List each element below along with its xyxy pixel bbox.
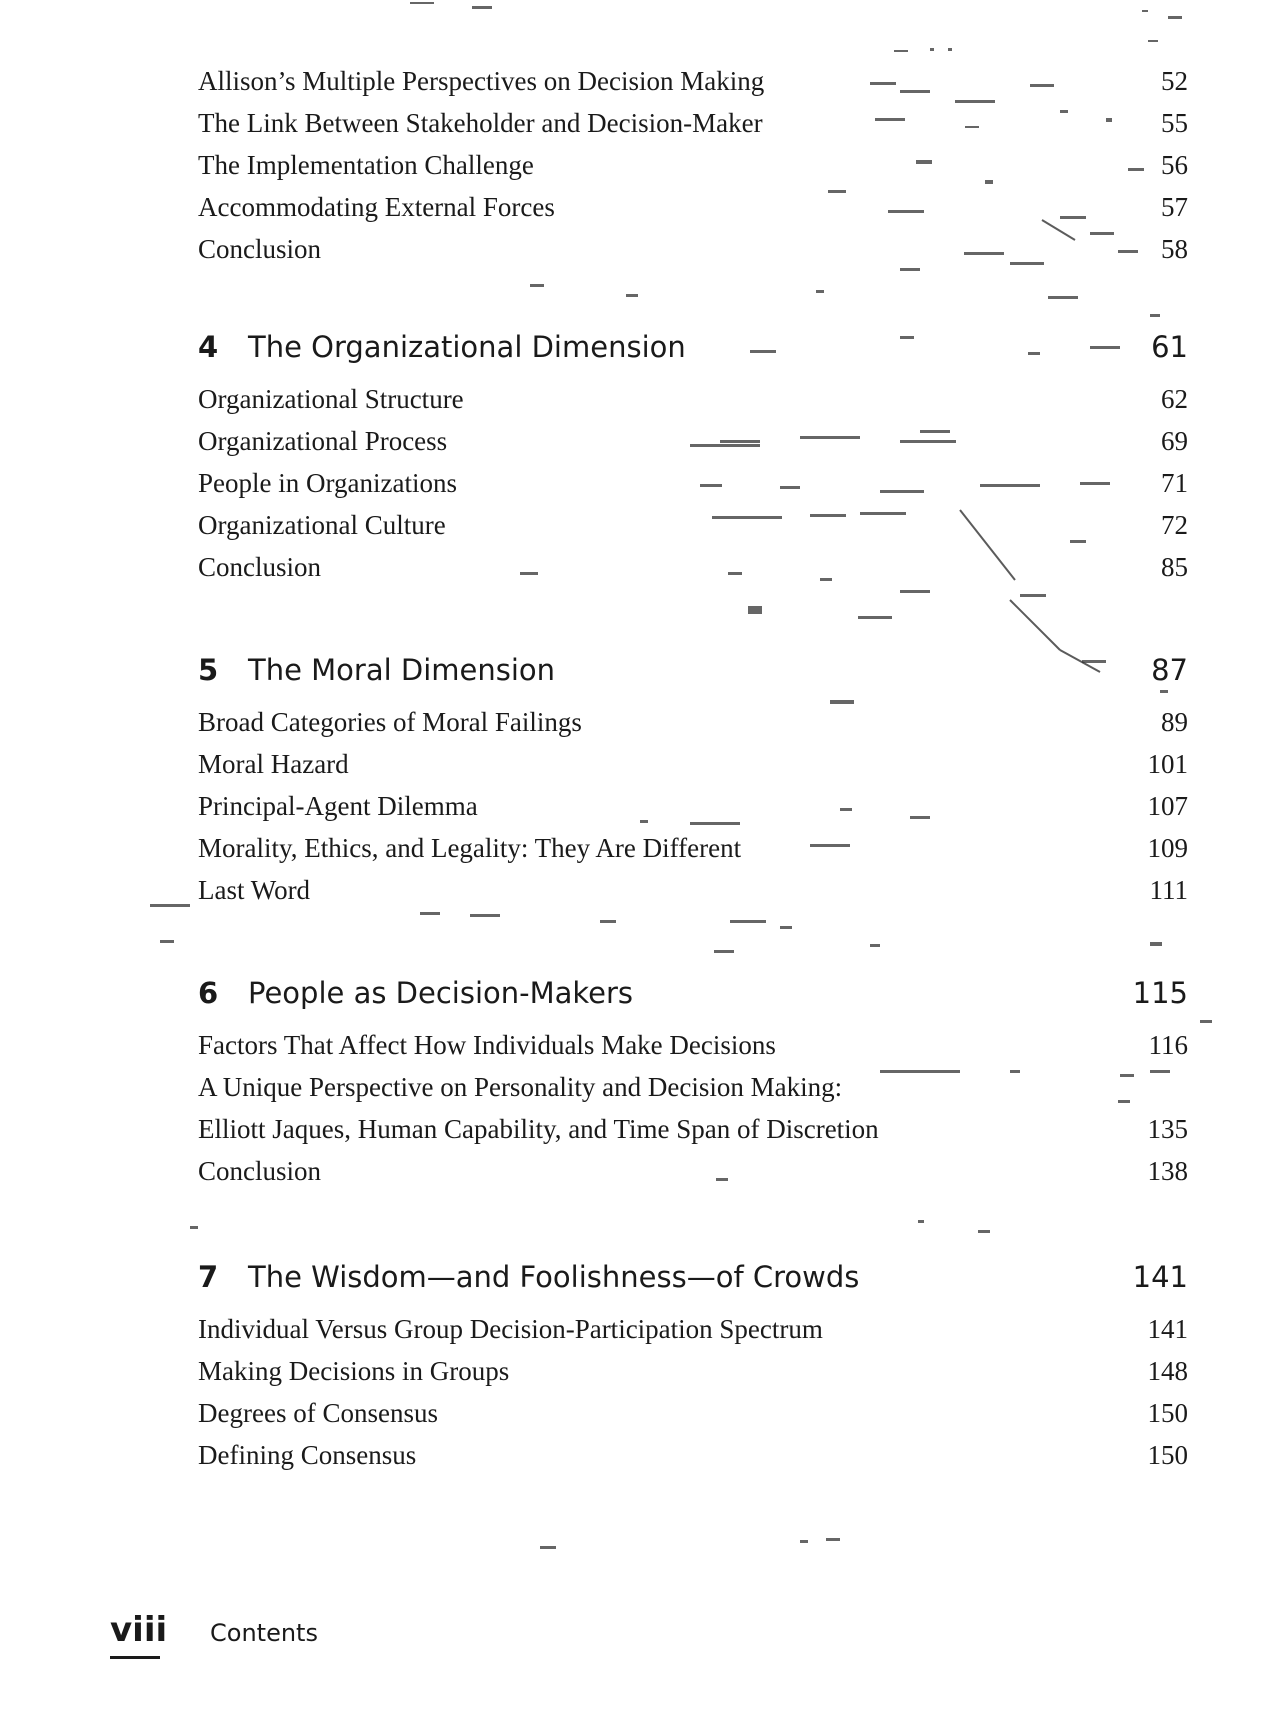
entry-page: 107 bbox=[1147, 791, 1188, 821]
entry-page: 72 bbox=[1161, 510, 1188, 540]
toc-entry[interactable] bbox=[198, 144, 1188, 186]
toc-entry[interactable] bbox=[198, 827, 1188, 869]
chapter-heading[interactable] bbox=[198, 643, 1188, 697]
entry-page: 69 bbox=[1161, 426, 1188, 456]
toc-entry[interactable] bbox=[198, 60, 1188, 102]
toc-entry[interactable] bbox=[198, 1392, 1188, 1434]
chapter-title: The Organizational Dimension bbox=[248, 330, 686, 364]
entry-title: Individual Versus Group Decision-Participation Spectrum bbox=[198, 1314, 823, 1344]
chapter-6-section bbox=[198, 966, 1188, 1192]
entry-title: Allison’s Multiple Perspectives on Decision Making bbox=[198, 66, 765, 96]
entry-page: 58 bbox=[1161, 234, 1188, 264]
entry-page: 52 bbox=[1161, 66, 1188, 96]
entry-title: Accommodating External Forces bbox=[198, 192, 555, 222]
entry-title: Conclusion bbox=[198, 552, 322, 582]
entry-page: 138 bbox=[1147, 1156, 1188, 1186]
page-folio: viii bbox=[110, 1610, 168, 1650]
chapter-number: 6 bbox=[198, 976, 219, 1010]
toc-entry[interactable] bbox=[198, 228, 1188, 270]
entry-title: Principal-Agent Dilemma bbox=[198, 791, 478, 821]
entry-page: 89 bbox=[1161, 707, 1188, 737]
chapter-7-section bbox=[198, 1250, 1188, 1476]
entry-title: A Unique Perspective on Personality and Decision Making: bbox=[198, 1072, 843, 1102]
entry-title: Conclusion bbox=[198, 234, 322, 264]
entry-page: 55 bbox=[1161, 108, 1188, 138]
toc-entry[interactable] bbox=[198, 1024, 1188, 1066]
toc-entry[interactable] bbox=[198, 1350, 1188, 1392]
entry-page: 85 bbox=[1161, 552, 1188, 582]
entry-page: 150 bbox=[1147, 1440, 1188, 1470]
entry-title: Conclusion bbox=[198, 1156, 322, 1186]
entry-title: Making Decisions in Groups bbox=[198, 1356, 510, 1386]
entry-page: 141 bbox=[1147, 1314, 1188, 1344]
toc-entry[interactable] bbox=[198, 1066, 1188, 1108]
toc-entry[interactable] bbox=[198, 102, 1188, 144]
toc-entry[interactable] bbox=[198, 462, 1188, 504]
chapter-heading[interactable] bbox=[198, 1250, 1188, 1304]
chapter-4-section bbox=[198, 320, 1188, 588]
toc-entry[interactable] bbox=[198, 546, 1188, 588]
entry-title: Moral Hazard bbox=[198, 749, 349, 779]
chapter-number: 4 bbox=[198, 330, 219, 364]
continued-entries bbox=[198, 60, 1188, 270]
entry-title: The Link Between Stakeholder and Decision-Maker bbox=[198, 108, 763, 138]
chapter-page: 61 bbox=[1151, 330, 1188, 364]
toc-entry[interactable] bbox=[198, 378, 1188, 420]
entry-title: Last Word bbox=[198, 875, 311, 905]
toc-entry[interactable] bbox=[198, 1108, 1188, 1150]
toc-entry[interactable] bbox=[198, 1308, 1188, 1350]
chapter-5-section bbox=[198, 643, 1188, 911]
toc-entry[interactable] bbox=[198, 701, 1188, 743]
entry-title: Defining Consensus bbox=[198, 1440, 417, 1470]
entry-page: 101 bbox=[1147, 749, 1188, 779]
toc-entry[interactable] bbox=[198, 420, 1188, 462]
toc-entry[interactable] bbox=[198, 743, 1188, 785]
chapter-heading[interactable] bbox=[198, 966, 1188, 1020]
running-head: Contents bbox=[210, 1619, 318, 1647]
entry-page: 150 bbox=[1147, 1398, 1188, 1428]
entry-title: Organizational Structure bbox=[198, 384, 464, 414]
toc-entry[interactable] bbox=[198, 1434, 1188, 1476]
entry-title: Organizational Culture bbox=[198, 510, 446, 540]
chapter-number: 5 bbox=[198, 653, 219, 687]
entry-title: Factors That Affect How Individuals Make Decisions bbox=[198, 1030, 776, 1060]
entry-title: Morality, Ethics, and Legality: They Are Different bbox=[198, 833, 742, 863]
entry-title: Broad Categories of Moral Failings bbox=[198, 707, 582, 737]
entry-page: 116 bbox=[1148, 1030, 1188, 1060]
chapter-heading[interactable] bbox=[198, 320, 1188, 374]
entry-title: People in Organizations bbox=[198, 468, 457, 498]
entry-page: 71 bbox=[1161, 468, 1188, 498]
toc-entry[interactable] bbox=[198, 785, 1188, 827]
folio-underline bbox=[110, 1656, 160, 1659]
entry-title: Organizational Process bbox=[198, 426, 448, 456]
toc-entry[interactable] bbox=[198, 504, 1188, 546]
toc-entry[interactable] bbox=[198, 186, 1188, 228]
chapter-title: The Wisdom—and Foolishness—of Crowds bbox=[248, 1260, 860, 1294]
toc-entry[interactable] bbox=[198, 869, 1188, 911]
entry-page: 57 bbox=[1161, 192, 1188, 222]
chapter-page: 87 bbox=[1151, 653, 1188, 687]
chapter-page: 115 bbox=[1132, 976, 1188, 1010]
chapter-number: 7 bbox=[198, 1260, 219, 1294]
entry-page: 111 bbox=[1149, 875, 1188, 905]
entry-title: Elliott Jaques, Human Capability, and Time Span of Discretion bbox=[198, 1114, 879, 1144]
chapter-title: The Moral Dimension bbox=[248, 653, 556, 687]
entry-page: 109 bbox=[1147, 833, 1188, 863]
entry-page: 62 bbox=[1161, 384, 1188, 414]
entry-page: 56 bbox=[1161, 150, 1188, 180]
entry-page: 148 bbox=[1147, 1356, 1188, 1386]
toc-entry[interactable] bbox=[198, 1150, 1188, 1192]
entry-title: The Implementation Challenge bbox=[198, 150, 534, 180]
entry-page: 135 bbox=[1147, 1114, 1188, 1144]
chapter-title: People as Decision-Makers bbox=[248, 976, 634, 1010]
entry-title: Degrees of Consensus bbox=[198, 1398, 438, 1428]
chapter-page: 141 bbox=[1132, 1260, 1188, 1294]
